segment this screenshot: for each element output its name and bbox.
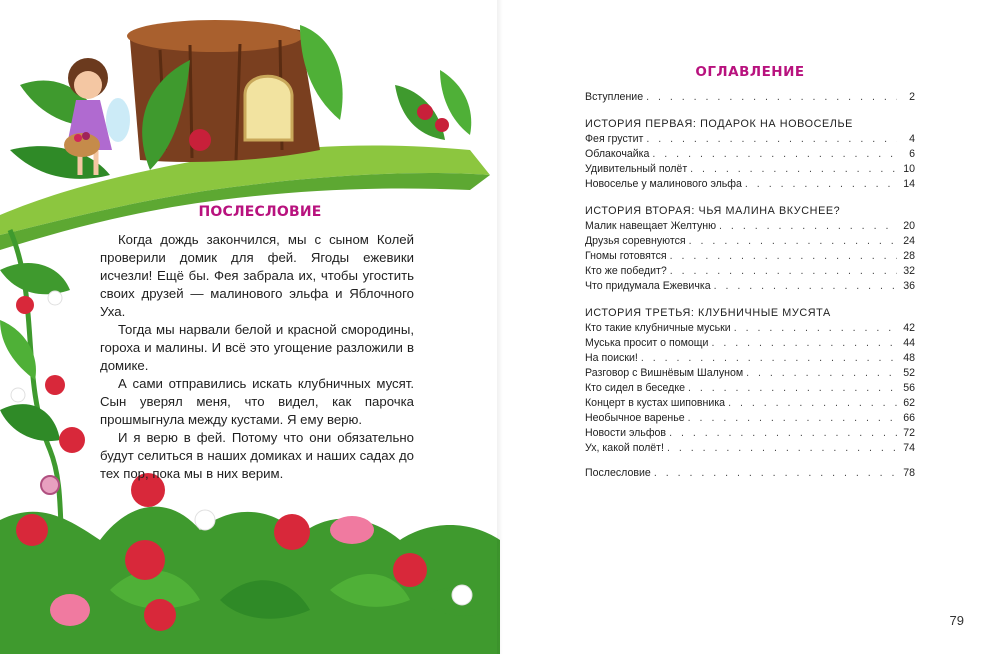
toc-entry[interactable] [585, 426, 915, 441]
toc-entry[interactable] [585, 336, 915, 351]
snail [41, 476, 59, 494]
toc-leader-dots [646, 90, 897, 105]
leaf [0, 263, 70, 294]
afterword-paragraph: Когда дождь закончился, мы с сыном Колей проверили домик для фей. Ягоды ежевики исчезли! Ещё бы. Фея забрала их, чтобы угостить своих друзей — малинового эльфа и Яблочного Уха. [100, 232, 414, 319]
strawberry [393, 553, 427, 587]
toc-entry[interactable] [585, 249, 915, 264]
toc-leader-dots [734, 321, 897, 336]
toc-entry[interactable] [585, 162, 915, 177]
afterword-paragraph: Тогда мы нарвали белой и красной смородины, гороха и малины. И всё это угощение разложили в домике. [100, 322, 414, 373]
toc-entry-page: 72 [903, 427, 915, 439]
toc-entry-title: Облакочайка [585, 148, 650, 160]
toc-entry[interactable] [585, 279, 915, 294]
toc-section-heading: ИСТОРИЯ ПЕРВАЯ: ПОДАРОК НА НОВОСЕЛЬЕ [585, 118, 853, 130]
toc-leader-dots [688, 411, 897, 426]
toc-entry-page: 32 [903, 265, 915, 277]
toc-entry-page: 28 [903, 250, 915, 262]
toc-entry-intro[interactable] [585, 90, 915, 105]
toc-leader-dots [690, 162, 897, 177]
raspberry [417, 104, 433, 120]
toc-entry[interactable] [585, 264, 915, 279]
strawberry [16, 296, 34, 314]
toc-entry-title: Кто такие клубничные муськи [585, 322, 731, 334]
strawberry [274, 514, 310, 550]
afterword-title: ПОСЛЕСЛОВИЕ [198, 204, 322, 220]
raspberry [435, 118, 449, 132]
toc-entry-title: Кто же победит? [585, 265, 667, 277]
toc-entry-page: 36 [903, 280, 915, 292]
toc-entry-title: Необычное варенье [585, 412, 685, 424]
afterword-paragraph: А сами отправились искать клубничных мусят. Сын уверял меня, что видел, как парочка прошмыгнула между кустами. Я ему верю. [100, 376, 414, 427]
table-of-contents [585, 90, 915, 481]
toc-entry[interactable] [585, 411, 915, 426]
toc-entry-page: 42 [903, 322, 915, 334]
toc-entry[interactable] [585, 351, 915, 366]
toc-entry-page: 62 [903, 397, 915, 409]
white-flower [48, 291, 62, 305]
right-page [500, 0, 1000, 654]
toc-leader-dots [670, 249, 897, 264]
toc-entry[interactable] [585, 219, 915, 234]
toc-entry-page: 10 [903, 163, 915, 175]
toc-spacer [585, 456, 915, 466]
page-number: 79 [949, 613, 964, 628]
toc-entry-title: Фея грустит [585, 133, 644, 145]
toc-entry-title: Новости эльфов [585, 427, 667, 439]
toc-entry-title: Ух, какой полёт! [585, 442, 664, 454]
toc-entry-title: Послесловие [585, 467, 651, 479]
strawberry-mouse [330, 516, 374, 544]
toc-leader-dots [746, 366, 897, 381]
toc-entry-title: Разговор с Вишнёвым Шалуном [585, 367, 744, 379]
toc-entry-title: Муська просит о помощи [585, 337, 709, 349]
toc-entry-title: Малик навещает Желтуню [585, 220, 717, 232]
toc-entry[interactable] [585, 381, 915, 396]
toc-entry-page: 56 [903, 382, 915, 394]
toc-entry[interactable] [585, 321, 915, 336]
toc-entry-page: 74 [903, 442, 915, 454]
fairy-door [245, 76, 292, 140]
toc-section-heading: ИСТОРИЯ ВТОРАЯ: ЧЬЯ МАЛИНА ВКУСНЕЕ? [585, 205, 841, 217]
toc-leader-dots [728, 396, 897, 411]
toc-entry-page: 44 [903, 337, 915, 349]
toc-entry-title: Удивительный полёт [585, 163, 688, 175]
toc-leader-dots [667, 441, 897, 456]
strawberry [59, 427, 85, 453]
toc-entry-page: 24 [903, 235, 915, 247]
toc-entry-page: 6 [909, 148, 915, 160]
toc-entry-page: 66 [903, 412, 915, 424]
tree-stump-top [127, 20, 303, 52]
toc-entry[interactable] [585, 147, 915, 162]
strawberry-mouse [50, 594, 90, 626]
toc-leader-dots [689, 234, 897, 249]
toc-leader-dots [745, 177, 897, 192]
toc-entry-title: Вступление [585, 91, 644, 103]
white-flower [452, 585, 472, 605]
toc-entry-page: 2 [909, 91, 915, 103]
toc-entry-page: 78 [903, 467, 915, 479]
toc-entry-page: 14 [903, 178, 915, 190]
toc-entry[interactable] [585, 132, 915, 147]
toc-entry-title: На поиски! [585, 352, 638, 364]
foliage-bottom [0, 507, 500, 654]
leaf [0, 404, 60, 441]
toc-leader-dots [711, 336, 897, 351]
afterword-text [100, 231, 414, 483]
toc-entry-outro[interactable] [585, 466, 915, 481]
toc-entry[interactable] [585, 441, 915, 456]
toc-entry-page: 48 [903, 352, 915, 364]
white-flower [11, 388, 25, 402]
toc-entry-page: 52 [903, 367, 915, 379]
toc-leader-dots [641, 351, 897, 366]
toc-entry-title: Что придумала Ежевичка [585, 280, 711, 292]
toc-leader-dots [670, 264, 897, 279]
raspberry [189, 129, 211, 151]
strawberry [125, 540, 165, 580]
toc-leader-dots [714, 279, 897, 294]
toc-entry-title: Новоселье у малинового эльфа [585, 178, 742, 190]
toc-entry-title: Концерт в кустах шиповника [585, 397, 726, 409]
toc-entry[interactable] [585, 177, 915, 192]
strawberry [45, 375, 65, 395]
toc-leader-dots [654, 466, 897, 481]
strawberry [16, 514, 48, 546]
toc-entry-page: 4 [909, 133, 915, 145]
toc-leader-dots [646, 132, 897, 147]
toc-entry-title: Гномы готовятся [585, 250, 667, 262]
strawberry [144, 599, 176, 631]
white-flower [195, 510, 215, 530]
toc-leader-dots [688, 381, 897, 396]
toc-leader-dots [719, 219, 897, 234]
toc-entry-title: Кто сидел в беседке [585, 382, 685, 394]
toc-entry[interactable] [585, 366, 915, 381]
toc-section-heading: ИСТОРИЯ ТРЕТЬЯ: КЛУБНИЧНЫЕ МУСЯТА [585, 307, 831, 319]
toc-entry-title: Друзья соревнуются [585, 235, 686, 247]
toc-title: ОГЛАВЛЕНИЕ [695, 64, 805, 80]
afterword-paragraph: И я верю в фей. Потому что они обязательно будут селиться в наших домиках и наших садах до тех пор, пока мы в них верим. [100, 430, 414, 481]
toc-leader-dots [669, 426, 897, 441]
toc-entry[interactable] [585, 234, 915, 249]
toc-entry-page: 20 [903, 220, 915, 232]
toc-leader-dots [652, 147, 897, 162]
toc-entry[interactable] [585, 396, 915, 411]
